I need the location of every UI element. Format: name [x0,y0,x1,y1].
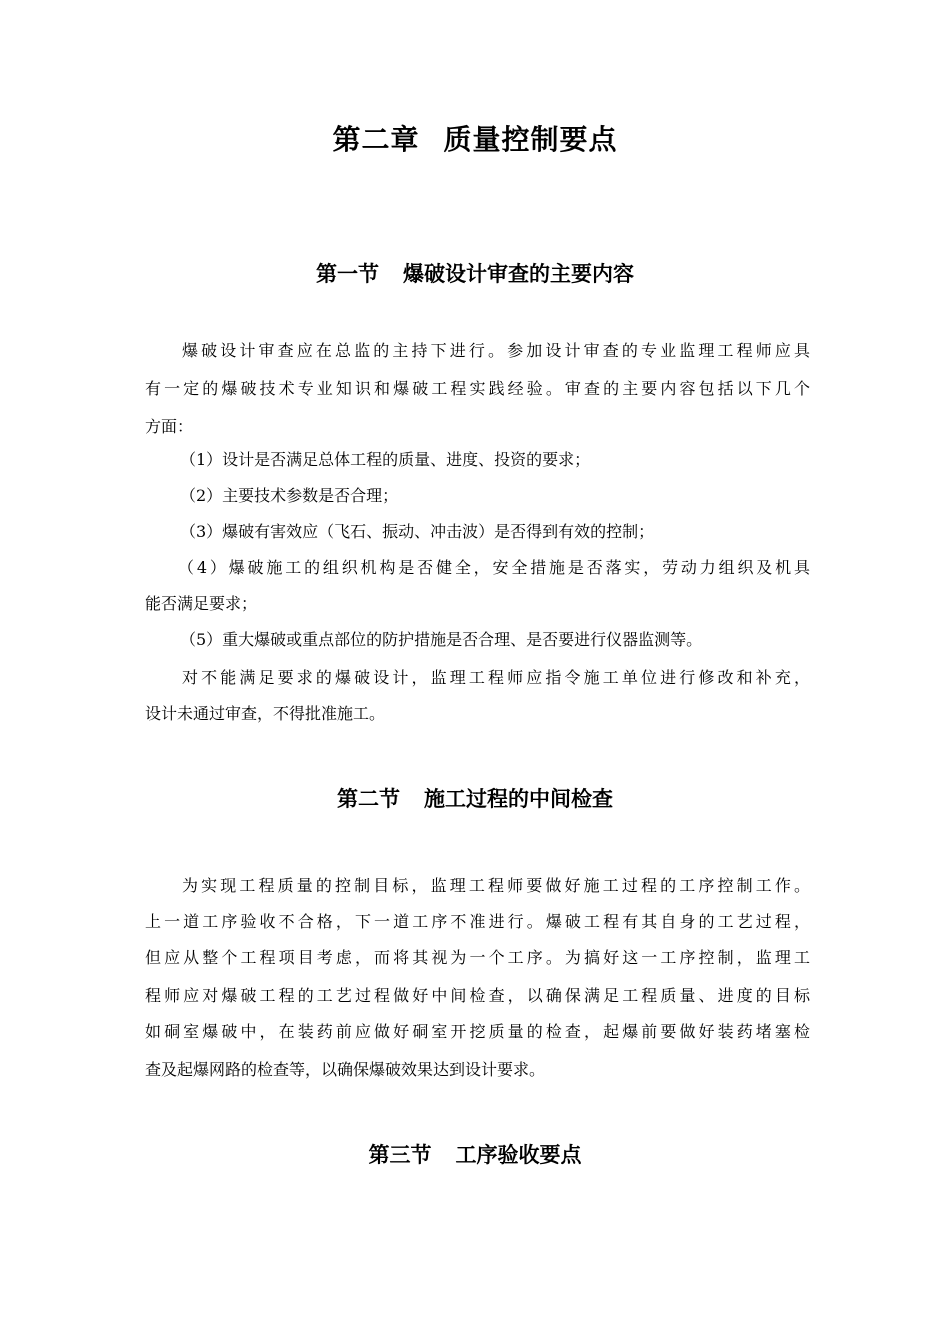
paragraph-line: 爆破设计审查应在总监的主持下进行。参加设计审查的专业监理工程师应具 [182,341,810,360]
list-item: （4）爆破施工的组织机构是否健全，安全措施是否落实，劳动力组织及机具 [178,558,810,577]
section-title-1 [0,259,950,289]
paragraph-line: 设计未通过审查，不得批准施工。 [145,704,386,723]
list-item: （1）设计是否满足总体工程的质量、进度、投资的要求； [180,450,591,469]
section-name: 爆破设计审查的主要内容 [403,262,634,286]
section-name: 施工过程的中间检查 [424,787,613,811]
list-item: （5）重大爆破或重点部位的防护措施是否合理、是否要进行仪器监测等。 [180,630,703,649]
list-item-continuation: 能否满足要求； [145,594,258,613]
chapter-number: 第二章 [332,123,420,156]
paragraph-line: 但应从整个工程项目考虑，而将其视为一个工序。为搞好这一工序控制，监理工 [145,948,810,967]
list-item: （3）爆破有害效应（飞石、振动、冲击波）是否得到有效的控制； [180,522,655,541]
paragraph-line: 上一道工序验收不合格，下一道工序不准进行。爆破工程有其自身的工艺过程， [145,912,810,931]
section-name: 工序验收要点 [455,1143,582,1167]
paragraph-line: 为实现工程质量的控制目标，监理工程师要做好施工过程的工序控制工作。 [182,876,810,895]
paragraph-line: 如硐室爆破中，在装药前应做好硐室开挖质量的检查，起爆前要做好装药堵塞检 [145,1022,810,1041]
paragraph-line: 程师应对爆破工程的工艺过程做好中间检查，以确保满足工程质量、进度的目标 [145,986,810,1005]
section-title-3 [0,1140,950,1170]
section-title-2 [0,784,950,814]
section-number: 第一节 [316,262,379,286]
chapter-title [0,120,950,160]
paragraph-line: 方面： [145,417,194,436]
chapter-name: 质量控制要点 [443,123,618,156]
list-item: （2）主要技术参数是否合理； [180,486,399,505]
section-number: 第二节 [337,787,400,811]
paragraph-line: 对不能满足要求的爆破设计，监理工程师应指令施工单位进行修改和补充， [182,668,810,687]
paragraph-line: 有一定的爆破技术专业知识和爆破工程实践经验。审查的主要内容包括以下几个 [145,379,810,398]
section-number: 第三节 [368,1143,432,1167]
paragraph-line: 查及起爆网路的检查等，以确保爆破效果达到设计要求。 [145,1060,546,1079]
